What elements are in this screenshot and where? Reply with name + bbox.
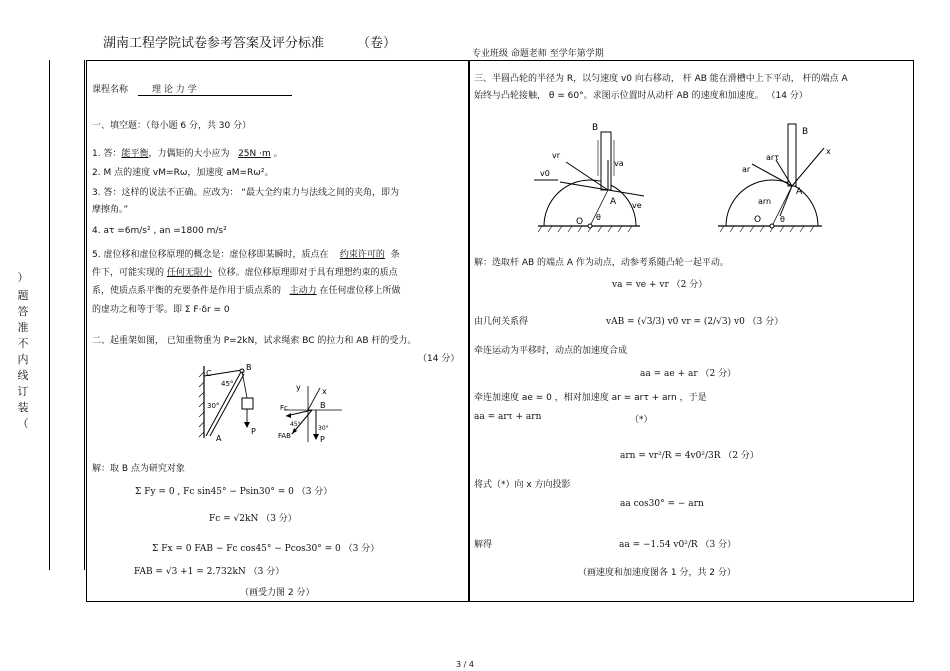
page-number: 3 / 4: [456, 660, 474, 669]
eq-arn: arn = vr²/R = 4v0²/3R （2 分）: [620, 451, 759, 461]
q1-blank-2: 25N ·m: [238, 149, 271, 159]
label-b: B: [246, 363, 252, 372]
eq-projection: aa cos30° = − arn: [620, 499, 704, 509]
ground-hatch: [538, 226, 632, 232]
header-title: 湖南工程学院试卷参考答案及评分标准: [103, 36, 325, 51]
q5-text: 位移。虚位移原理即对于具有理想约束的质点: [217, 268, 398, 278]
eq-acceleration-2: aa = arτ + arn: [474, 412, 542, 422]
binding-char: 订: [17, 385, 29, 398]
section2-title: 二、起重架如图， 已知重物重为 P=2kN，试求绳索 BC 的拉力和 AB 杆的受力。: [92, 336, 417, 346]
binding-char: 答: [17, 305, 29, 318]
label-va: va: [614, 159, 624, 168]
q3-answer-cont: 摩擦角。”: [92, 205, 129, 215]
q5-text: 系，使质点系平衡的充要条件是作用于质点系的: [92, 286, 282, 296]
vector-ar: [752, 164, 792, 186]
solution-intro: 解：取 B 点为研究对象: [92, 464, 185, 474]
weight-box: [242, 398, 253, 409]
q5-text: 件下，可能实现的: [92, 268, 165, 278]
free-body-figure: [278, 380, 348, 448]
equation-star: （*）: [630, 415, 653, 425]
equation-3: Σ Fx = 0 FAB − Fc cos45° − Pcos30° = 0 （3 分）: [152, 544, 380, 554]
course-name: 理 论 力 学: [138, 82, 292, 96]
section1-title: 一、填空题：（每小题 6 分，共 30 分）: [92, 121, 252, 131]
q5-line-3: [92, 283, 401, 296]
vector-ve: [608, 190, 644, 196]
weight-arrowhead: [244, 422, 250, 428]
wall-hatch: [199, 366, 204, 438]
q4-answer: 4. aτ =6m/s² , an =1800 m/s²: [92, 226, 227, 236]
binding-char: 准: [17, 321, 29, 334]
eq-acceleration: aa = ae + ar （2 分）: [640, 369, 737, 379]
angle-30b: 30°: [318, 425, 329, 432]
q5-line-2: [92, 265, 398, 278]
q3-answer: 3. 答：这样的说法不正确。应改为： “最大全约束力与法线之间的夹角，即为: [92, 188, 399, 198]
q5-text: 在任何虚位移上所做: [319, 286, 401, 296]
q5-line-1: [92, 247, 400, 260]
geometry-label: 由几何关系得: [474, 317, 529, 327]
equation-2: Fc = √2kN （3 分）: [209, 514, 297, 524]
binding-line-2: [84, 60, 85, 570]
label-b2: B: [320, 401, 326, 410]
axis-rotated: [308, 388, 320, 410]
eq-final: aa = −1.54 v0²/R （3 分）: [619, 540, 737, 550]
left-note: （画受力图 2 分）: [240, 588, 315, 598]
q1-end: 。: [273, 149, 283, 159]
equation-4: FAB = √3 +1 = 2.732kN （3 分）: [134, 567, 285, 577]
label-o2: O: [754, 215, 762, 225]
label-ve: ve: [632, 201, 642, 210]
hang-rope: [242, 371, 247, 398]
force-p-head: [313, 434, 319, 440]
solve-label: 解得: [474, 540, 493, 550]
center-o-2: [770, 224, 774, 228]
q5-text: 5. 虚位移和虚位移原理的概念是：虚位移即某瞬时，质点在: [92, 250, 329, 260]
eq-velocity: va = ve + vr （2 分）: [612, 280, 708, 290]
header-info: 专业班级 命题老师 至学年第学期: [472, 49, 604, 59]
label-x: x: [322, 387, 327, 396]
vector-x-axis: [792, 148, 824, 186]
label-a4: A: [796, 187, 803, 197]
rod-ab-2: [788, 124, 796, 186]
q2-answer: 2. M 点的速度 vM=Rω，加速度 aM=Rω²。: [92, 168, 274, 178]
acceleration-figure: [712, 120, 832, 240]
binding-char: 线: [17, 369, 29, 382]
label-vr: vr: [552, 151, 561, 160]
q5-text: 条: [390, 250, 400, 260]
label-art: arτ: [766, 153, 780, 162]
cam-arc-2: [726, 180, 818, 226]
label-b4: B: [802, 127, 809, 137]
binding-open-paren: ）: [17, 271, 29, 284]
solution-line-1: 解：选取杆 AB 的端点 A 作为动点，动参考系随凸轮一起平动。: [474, 258, 729, 268]
q1-mid: ，力偶矩的大小应为: [148, 149, 230, 159]
equation-1: Σ Fy = 0 , Fc sin45° − Psin30° = 0 （3 分）: [135, 487, 333, 497]
label-arn: arn: [758, 197, 772, 206]
projection-text: 将式（*）向 x 方向投影: [474, 480, 571, 490]
q5-line-4: 的虚功之和等于零。即 Σ F·δr = 0: [92, 305, 230, 315]
label-b3: B: [592, 123, 599, 133]
label-p2: P: [320, 435, 325, 444]
q1-prefix: 1. 答：: [92, 149, 122, 159]
problem3-line-2: 始终与凸轮接触， θ = 60°。求图示位置时从动杆 AB 的速度和加速度。 （14 分）: [474, 91, 808, 101]
q1-answer: [92, 146, 283, 159]
acceleration-text: 牵连运动为平移时，动点的加速度合成: [474, 346, 628, 356]
ground-hatch-2: [720, 226, 814, 232]
q5-blank-3: 主动力: [289, 286, 317, 296]
vector-arn: [780, 186, 792, 216]
label-ar: ar: [742, 165, 751, 174]
binding-char: 题: [17, 289, 29, 302]
rod-ab: [601, 132, 611, 190]
binding-char: 装: [17, 401, 29, 414]
label-theta: θ: [596, 213, 601, 222]
label-a: A: [216, 434, 222, 443]
crane-figure: [190, 362, 270, 444]
label-a3: A: [610, 197, 617, 207]
label-y: y: [296, 383, 301, 392]
label-fc: Fc: [280, 404, 288, 412]
right-note: （画速度和加速度图各 1 分，共 2 分）: [578, 568, 736, 578]
binding-char: 不: [17, 337, 29, 350]
binding-char: 内: [17, 353, 29, 366]
label-v0: v0: [540, 169, 550, 178]
acceleration-line: 牵连加速度 ae = 0 ，相对加速度 ar = arτ + arn ，于是: [474, 393, 707, 403]
eq-vab: vAB = (√3/3) v0 vr = (2/√3) v0 （3 分）: [606, 317, 784, 327]
label-p: P: [251, 427, 256, 436]
q5-blank-2: 任何无限小: [166, 268, 212, 278]
header-juan: （卷）: [357, 36, 397, 51]
label-c: C: [206, 369, 212, 378]
angle-30: 30°: [207, 402, 220, 410]
label-x2: x: [826, 147, 831, 156]
q1-blank-1: 能平衡: [121, 149, 149, 159]
course-label: 课程名称: [92, 85, 129, 95]
problem3-line-1: 三、半圆凸轮的半径为 R，以匀速度 v0 向右移动， 杆 AB 能在滑槽中上下平动， 杆的端点 A: [474, 74, 848, 84]
section2-score: （14 分）: [418, 354, 460, 364]
velocity-figure: [530, 120, 650, 240]
label-fab: FAB: [278, 432, 291, 440]
q5-blank-1: 约束许可的: [339, 250, 385, 260]
binding-line-1: [49, 60, 50, 570]
label-o: O: [576, 217, 584, 227]
angle-45: 45°: [221, 380, 234, 388]
center-o: [588, 224, 592, 228]
label-theta2: θ: [780, 215, 785, 224]
binding-close-paren: （: [17, 417, 29, 430]
angle-45b: 45°: [290, 421, 301, 428]
